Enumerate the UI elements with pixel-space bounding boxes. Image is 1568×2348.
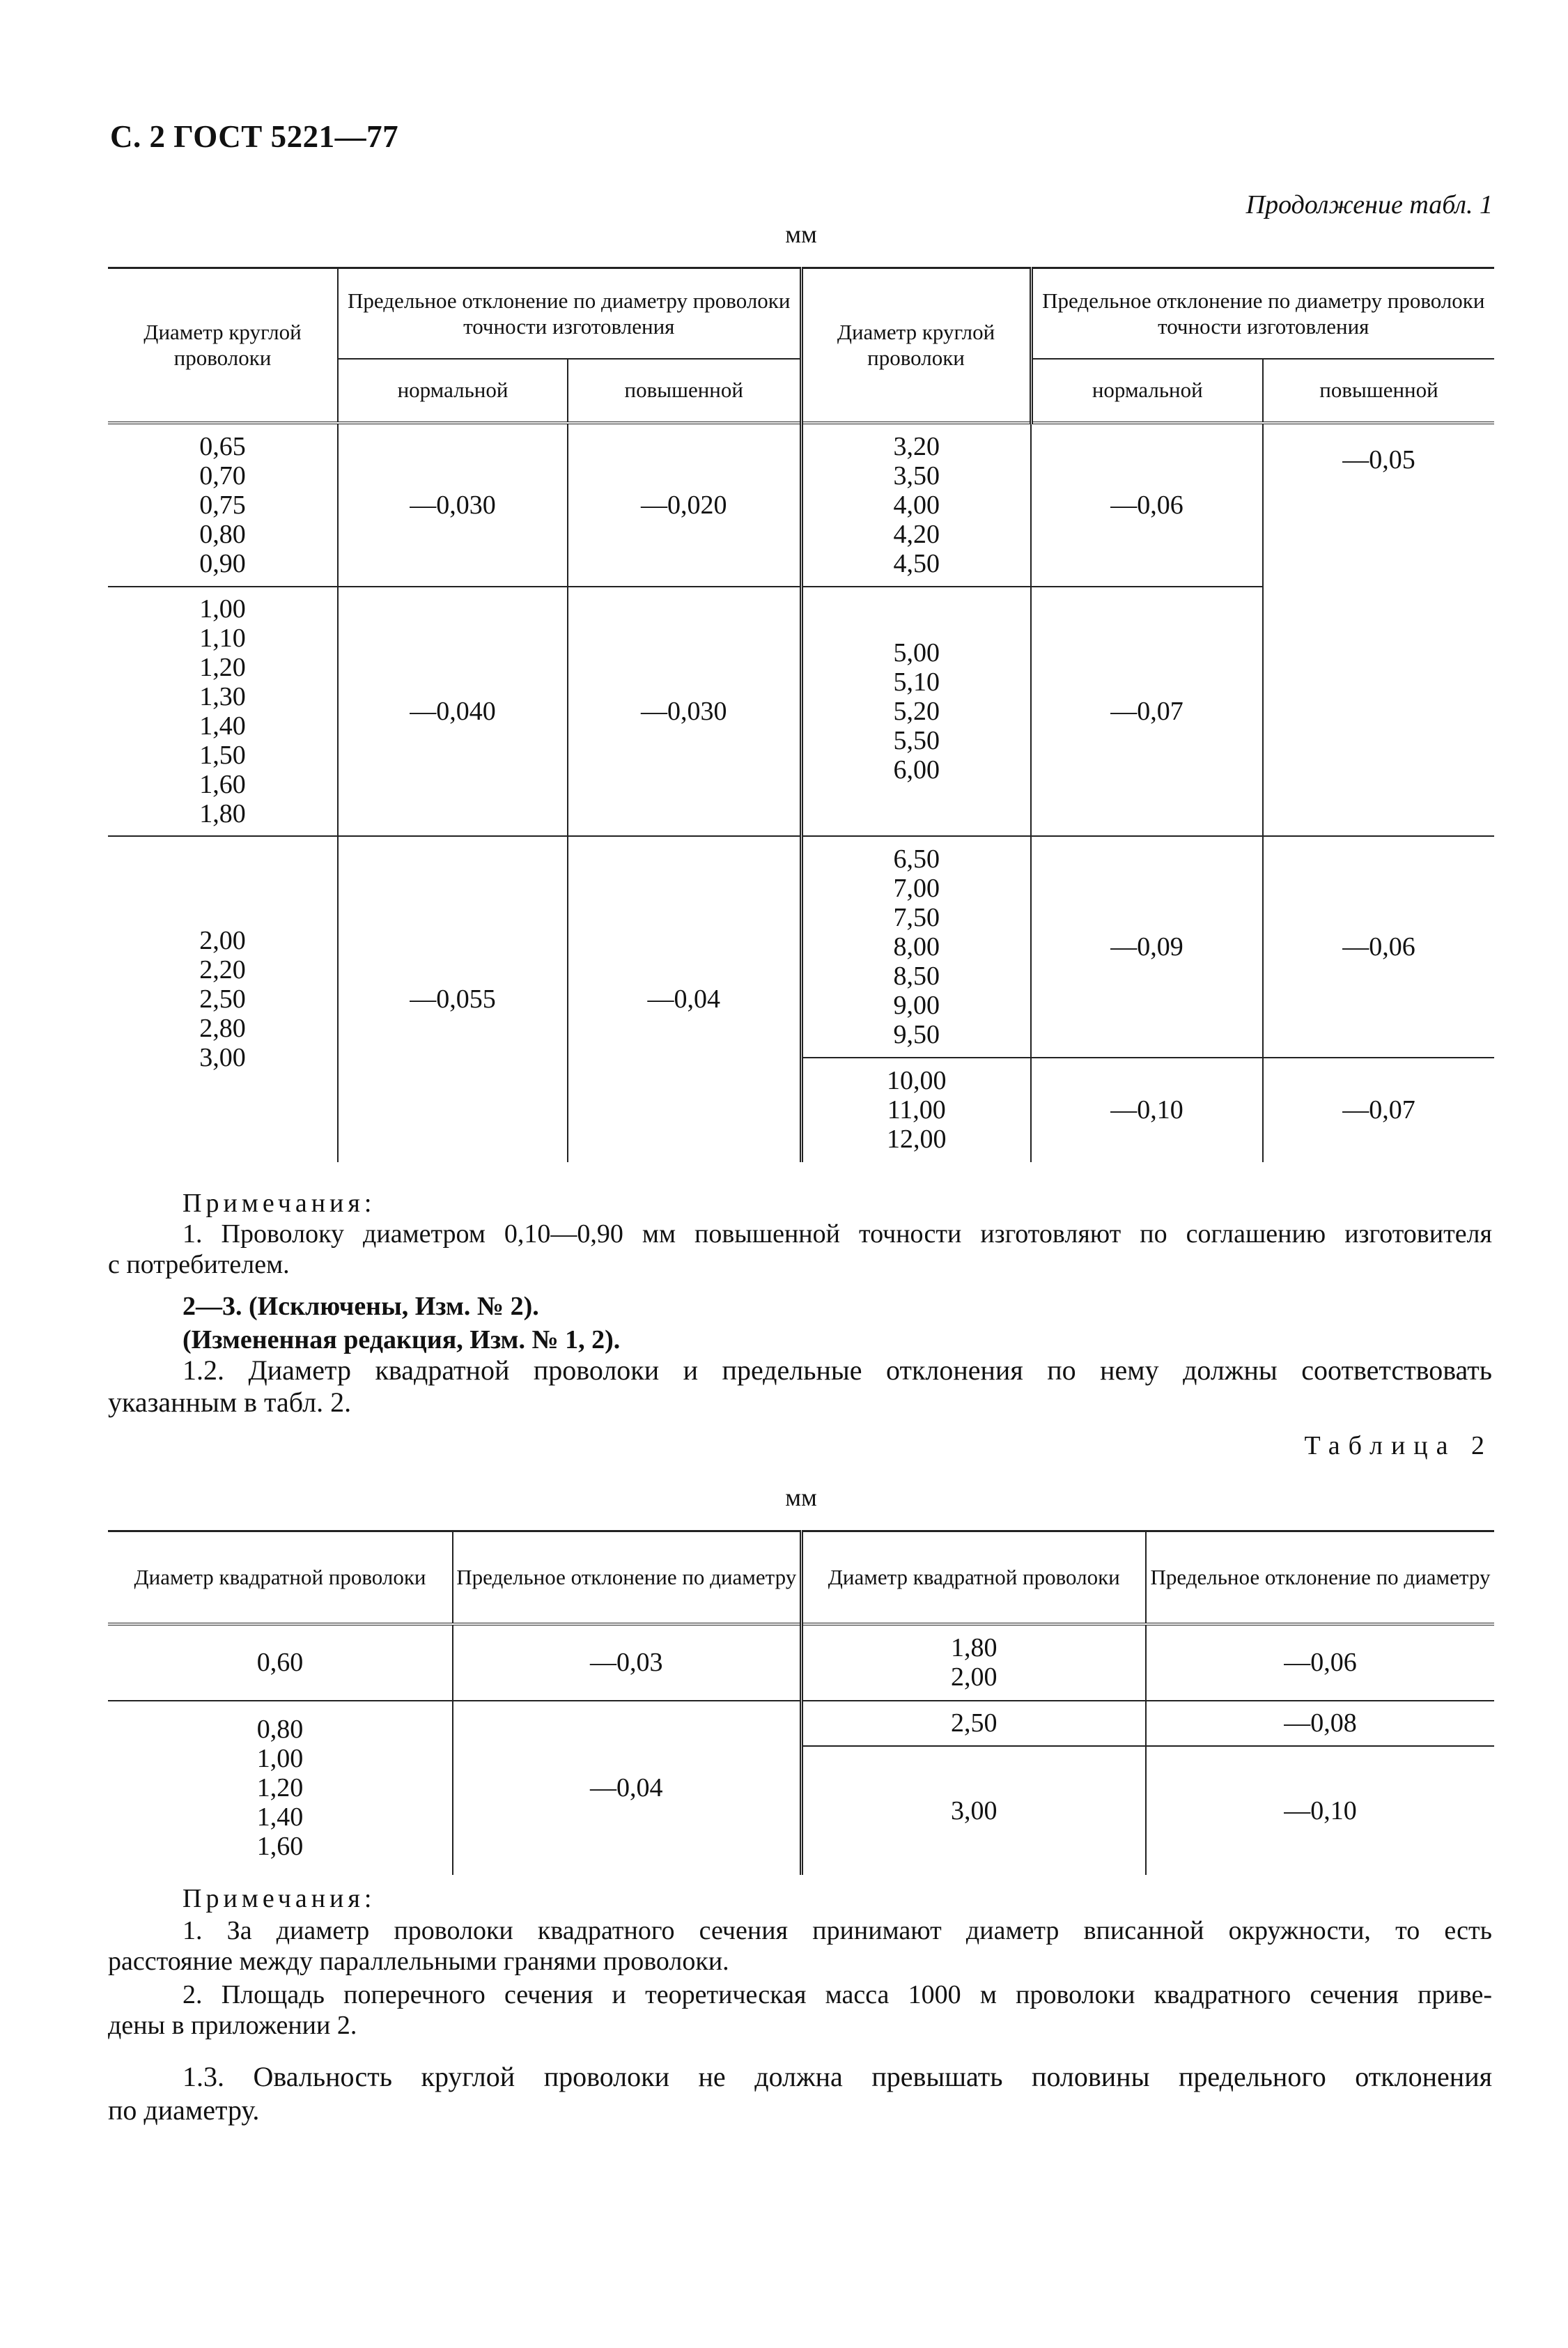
section-2-3: 2—3. (Исключены, Изм. № 2). (183, 1292, 539, 1321)
t1-header-normal-left: нормальной (338, 359, 568, 423)
t2-header-diameter-right: Диаметр квадратной проволоки (801, 1531, 1146, 1624)
table2 (108, 1530, 1494, 1875)
t1-diameters: 5,00 5,10 5,20 5,50 6,00 (801, 587, 1031, 836)
t1-dev-high: —0,030 (568, 587, 801, 836)
t2-deviation: —0,03 (453, 1624, 801, 1701)
t1-dev-normal: —0,09 (1031, 836, 1263, 1058)
paragraph-1-3-line2: по диаметру. (108, 2094, 260, 2126)
table2-caption: Таблица 2 (1304, 1431, 1493, 1460)
t1-dev-normal: —0,040 (338, 587, 568, 836)
notes2-item2 (183, 1979, 1492, 2011)
t2-deviation: —0,10 (1146, 1746, 1494, 1875)
t1-dev-high: —0,020 (568, 423, 801, 587)
t1-header-deviation-right: Предельное отклонение по диаметру проволоки точности изготовления (1031, 268, 1494, 359)
t1-header-high-right: повышенной (1263, 359, 1494, 423)
t1-header-deviation-left: Предельное отклонение по диаметру проволоки точности изготовления (338, 268, 801, 359)
notes2-item1 (183, 1915, 1492, 1947)
t2-header-deviation-right: Предельное отклонение по диаметру (1146, 1531, 1494, 1624)
t1-diameters: 3,20 3,50 4,00 4,20 4,50 (801, 423, 1031, 587)
section-2-3-edited: (Измененная редакция, Изм. № 1, 2). (183, 1325, 621, 1354)
notes2-item1-line1: 1. За диаметр проволоки квадратного сечения принимают диаметр вписанной окружности, то есть (183, 1916, 1492, 1945)
t1-diameters: 2,00 2,20 2,50 2,80 3,00 (108, 836, 338, 1162)
paragraph-1-3-line1: 1.3. Овальность круглой проволоки не должна превышать половины предельного отклонения (183, 2061, 1492, 2092)
t1-dev-normal: —0,030 (338, 423, 568, 587)
table2-unit: мм (785, 1483, 817, 1511)
t2-diameters: 3,00 (801, 1746, 1146, 1875)
t2-diameters: 0,60 (108, 1624, 453, 1701)
notes2-item2-line2: дены в приложении 2. (108, 2011, 357, 2040)
t2-header-deviation-left: Предельное отклонение по диаметру (453, 1531, 801, 1624)
paragraph-1-2-line2: указанным в табл. 2. (108, 1387, 352, 1418)
t1-diameters: 1,00 1,10 1,20 1,30 1,40 1,50 1,60 1,80 (108, 587, 338, 836)
t2-diameters: 0,80 1,00 1,20 1,40 1,60 (108, 1701, 453, 1875)
notes1-title: Примечания: (183, 1189, 376, 1218)
notes2-title: Примечания: (183, 1884, 376, 1913)
table1-unit: мм (785, 220, 817, 248)
t1-dev-normal: —0,10 (1031, 1058, 1263, 1162)
notes1-item1-line1: 1. Проволоку диаметром 0,10—0,90 мм повышенной точности изготовляют по соглашению изготовителя (183, 1219, 1492, 1249)
t1-header-high-left: повышенной (568, 359, 801, 423)
table-continuation-label: Продолжение табл. 1 (1245, 190, 1493, 219)
t2-deviation: —0,08 (1146, 1701, 1494, 1746)
t1-dev-high: —0,06 (1263, 836, 1494, 1058)
t2-diameters: 2,50 (801, 1701, 1146, 1746)
notes1-item1 (183, 1218, 1492, 1250)
t1-header-diameter-right: Диаметр круглой проволоки (801, 268, 1031, 423)
table1 (108, 267, 1494, 1162)
t1-dev-normal: —0,055 (338, 836, 568, 1162)
t1-diameters: 6,50 7,00 7,50 8,00 8,50 9,00 9,50 (801, 836, 1031, 1058)
notes2-item2-line1: 2. Площадь поперечного сечения и теоретическая масса 1000 м проволоки квадратного сечения приве- (183, 1980, 1492, 2009)
t1-dev-normal: —0,07 (1031, 587, 1263, 836)
page-header: С. 2 ГОСТ 5221—77 (110, 119, 399, 154)
t1-diameters: 0,65 0,70 0,75 0,80 0,90 (108, 423, 338, 587)
paragraph-1-3 (183, 2061, 1492, 2093)
t1-dev-normal: —0,06 (1031, 423, 1263, 587)
notes1-item1-line2: с потребителем. (108, 1250, 290, 1279)
t1-header-normal-right: нормальной (1031, 359, 1263, 423)
paragraph-1-2 (183, 1354, 1492, 1387)
paragraph-1-2-line1: 1.2. Диаметр квадратной проволоки и предельные отклонения по нему должны соответствовать (183, 1354, 1492, 1386)
t2-deviation: —0,04 (453, 1701, 801, 1875)
t1-dev-high-merged: —0,05 (1263, 423, 1494, 836)
notes2-item1-line2: расстояние между параллельными гранями проволоки. (108, 1947, 729, 1976)
t2-diameters: 1,80 2,00 (801, 1624, 1146, 1701)
t1-dev-high: —0,04 (568, 836, 801, 1162)
t2-header-diameter-left: Диаметр квадратной проволоки (108, 1531, 453, 1624)
t2-deviation: —0,06 (1146, 1624, 1494, 1701)
t1-diameters: 10,00 11,00 12,00 (801, 1058, 1031, 1162)
t1-header-diameter-left: Диаметр круглой проволоки (108, 268, 338, 423)
t1-dev-high: —0,07 (1263, 1058, 1494, 1162)
